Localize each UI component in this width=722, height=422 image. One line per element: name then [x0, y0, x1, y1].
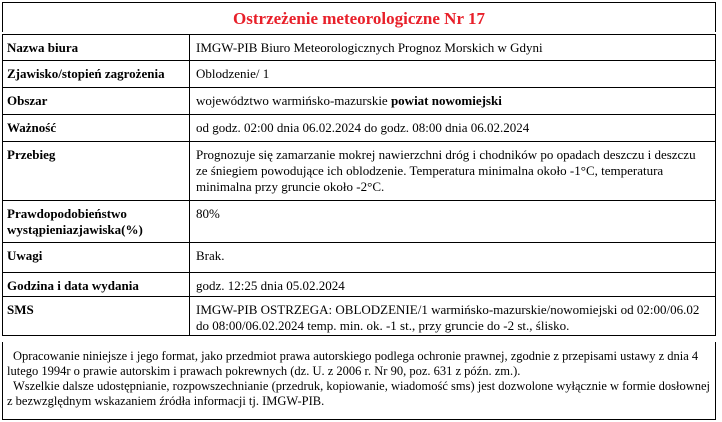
table-row [3, 243, 716, 273]
table-row [3, 115, 716, 142]
row-label-remarks: Uwagi [3, 243, 190, 273]
row-label-office: Nazwa biura [3, 35, 190, 61]
table-row [3, 297, 716, 336]
redistribution-paragraph: Wszelkie dalsze udostępnianie, rozpowszechnianie (przedruk, kopiowanie, wiadomość sms) jest dozwolone wyłącznie w formie dosłownej z bezwzględnym wskazaniem źródła informacji tj. IMGW-PIB. [7, 379, 711, 408]
row-value-validity: od godz. 02:00 dnia 06.02.2024 do godz. 08:00 dnia 06.02.2024 [190, 115, 716, 142]
warning-table [2, 34, 716, 336]
row-label-issued: Godzina i data wydania [3, 273, 190, 297]
table-row [3, 142, 716, 201]
row-value-area [190, 88, 716, 115]
row-value-phenomenon: Oblodzenie/ 1 [190, 61, 716, 88]
table-row [3, 35, 716, 61]
table-row [3, 201, 716, 243]
row-label-course: Przebieg [3, 142, 190, 201]
row-value-remarks: Brak. [190, 243, 716, 273]
table-row [3, 88, 716, 115]
copyright-footer [2, 342, 716, 420]
row-value-probability: 80% [190, 201, 716, 243]
row-value-sms: IMGW-PIB OSTRZEGA: OBLODZENIE/1 warmińsko-mazurskie/nowomiejski od 02:00/06.02 do 08:00/06.02.2024 temp. min. ok. -1 st., przy gruncie do -2 st., ślisko. [190, 297, 716, 336]
copyright-paragraph: Opracowanie niniejsze i jego format, jako przedmiot prawa autorskiego podlega ochronie prawnej, zgodnie z przepisami ustawy z dnia 4 lutego 1994r o prawie autorskim i prawach pokrewnych (dz. U. z 2006 r. Nr 90, poz. 631 z późn. zm.). [7, 349, 699, 378]
row-value-issued: godz. 12:25 dnia 05.02.2024 [190, 273, 716, 297]
warning-title: Ostrzeżenie meteorologiczne Nr 17 [2, 2, 716, 32]
row-label-probability: Prawdopodobieństwo wystąpieniazjawiska(%) [3, 201, 190, 243]
row-value-course: Prognozuje się zamarzanie mokrej nawierzchni dróg i chodników po opadach deszczu i deszczu ze śniegiem powodujące ich oblodzenie. Temperatura minimalna około -1°C, temperatura minimalna przy gruncie około -2°C. [190, 142, 716, 201]
table-row [3, 273, 716, 297]
area-county: powiat nowomiejski [390, 93, 502, 108]
row-label-sms: SMS [3, 297, 190, 336]
row-label-area: Obszar [3, 88, 190, 115]
area-region: województwo warmińsko-mazurskie [196, 93, 391, 108]
row-label-phenomenon: Zjawisko/stopień zagrożenia [3, 61, 190, 88]
row-label-validity: Ważność [3, 115, 190, 142]
table-row [3, 61, 716, 88]
row-value-office: IMGW-PIB Biuro Meteorologicznych Prognoz Morskich w Gdyni [190, 35, 716, 61]
